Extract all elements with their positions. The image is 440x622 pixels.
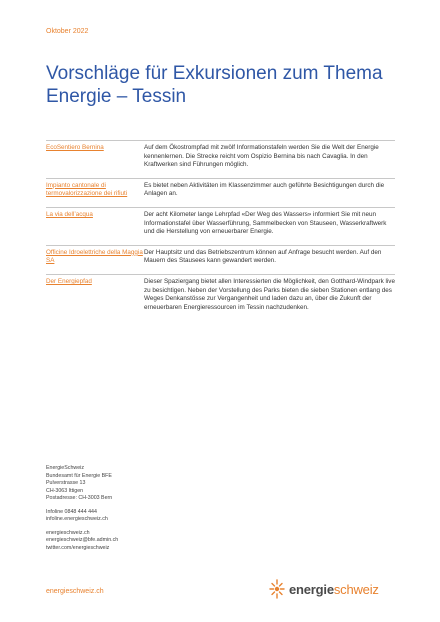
excursion-row bbox=[46, 245, 395, 274]
excursion-row bbox=[46, 178, 395, 207]
address-infoline-web[interactable]: infoline.energieschweiz.ch bbox=[46, 516, 108, 522]
excursion-link-ecosentiero[interactable]: EcoSentiero Bernina bbox=[46, 144, 104, 151]
logo-text-part1: energie bbox=[289, 581, 334, 597]
excursion-row bbox=[46, 140, 395, 178]
energieschweiz-logo-icon bbox=[268, 578, 286, 600]
page-title: Vorschläge für Exkursionen zum Thema Energie – Tessin bbox=[46, 63, 383, 107]
logo-text-part2: schweiz bbox=[333, 581, 379, 597]
excursion-link-termovalorizzazione[interactable]: Impianto cantonale di termovalorizzazione dei rifiuti bbox=[46, 181, 128, 198]
excursion-link-via-acqua[interactable]: La via dell’acqua bbox=[46, 210, 93, 218]
address-office: Bundesamt für Energie BFE bbox=[46, 472, 112, 479]
address-city: CH-3063 Ittigen bbox=[46, 487, 84, 494]
energieschweiz-logo bbox=[268, 578, 379, 600]
address-web[interactable]: energieschweiz.ch bbox=[46, 529, 90, 536]
excursion-link-energiepfad[interactable]: Der Energiepfad bbox=[46, 277, 92, 285]
address-email[interactable]: energieschweiz@bfe.admin.ch bbox=[46, 537, 119, 543]
address-postal: Postadresse: CH-3003 Bern bbox=[46, 495, 113, 501]
excursion-list bbox=[46, 140, 395, 320]
excursion-description: Der Hauptsitz und das Betriebszentrum können auf Anfrage besucht werden. Auf den Mauern des Stausees kann gewandert werden. bbox=[144, 248, 382, 265]
excursion-description: Der acht Kilometer lange Lehrpfad «Der Weg des Wassers» informiert Sie mit neun Informationstafel über Wasserführung, Sammelbecken von Stauseen, Wasserkraftwerk und die Herstellung von erneuerbarer Energie. bbox=[144, 210, 387, 236]
address-twitter[interactable]: twitter.com/energieschweiz bbox=[46, 544, 110, 551]
address-block bbox=[46, 465, 118, 552]
excursion-description: Dieser Spaziergang bietet allen Interessierten die Möglichkeit, den Gotthard-Windpark live zu besichtigen. Neben der Vorstellung des Parks bieten die sieben Stationen entlang des Weges Denkanstösse zur Vergangenheit und laden dazu an, über die Zukunft der erneuerbaren Energieressourcen im Tessin nachzudenken. bbox=[144, 277, 395, 311]
excursion-row bbox=[46, 274, 395, 320]
excursion-description: Es bietet neben Aktivitäten im Klassenzimmer auch geführte Besichtigungen durch die Anlagen an. bbox=[144, 181, 385, 198]
excursion-link-officine-maggia[interactable]: Officine Idroelettriche della Maggia SA bbox=[46, 248, 143, 265]
document-date: Oktober 2022 bbox=[46, 28, 89, 35]
address-street: Pulverstrasse 13 bbox=[46, 480, 86, 486]
excursion-row bbox=[46, 207, 395, 245]
address-phone: Infoline 0848 444 444 bbox=[46, 508, 97, 515]
excursion-description: Auf dem Ökostrompfad mit zwölf Informationstafeln werden Sie die Welt der Energie kennenlernen. Die Strecke reicht vom Ospizio Bernina bis nach Cavaglia. In den Kraftwerken sind Führungen möglich. bbox=[144, 144, 379, 169]
footer-website-link[interactable]: energieschweiz.ch bbox=[46, 588, 104, 595]
address-org: EnergieSchweiz bbox=[46, 465, 84, 471]
